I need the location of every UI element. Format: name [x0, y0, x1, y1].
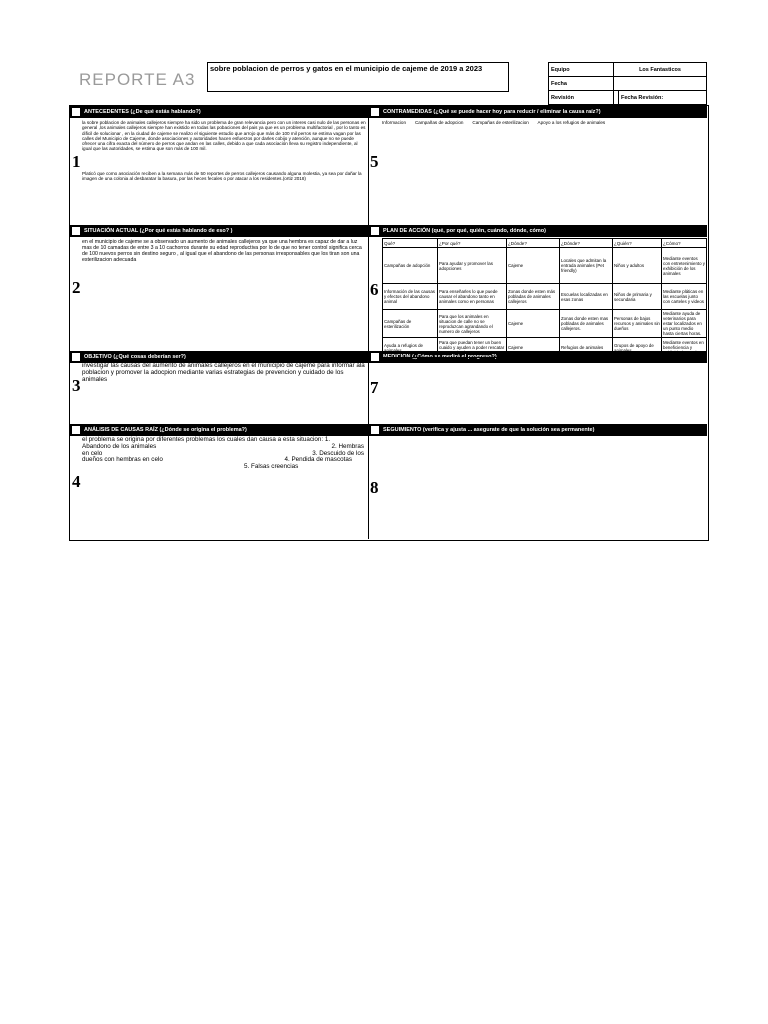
header-situacion-actual: SITUACIÓN ACTUAL (¿Por qué estás hablando de eso? ) — [70, 225, 368, 237]
plan-cell: Locales que admitan la entrada animales (Pet friendly) — [560, 248, 613, 284]
plan-header: ¿Dónde? — [560, 239, 613, 248]
meta-table — [548, 62, 707, 104]
plan-cell: Cajeme — [507, 248, 560, 284]
plan-cell: Ayuda a refugios de animales — [383, 338, 438, 358]
antecedentes-text-2: Platicó que como asociación reciben a la semana más de 50 reportes de perros callejeros causando alguna molestia, ya sea por dañar la imagen de una colonia al desbaratar la basura, por las heces fecales o por atacar a los residentes.(ortiz 2018) — [82, 171, 362, 182]
plan-table — [382, 238, 707, 358]
objetivo-text: investigar las causas del aumento de animales callejeros en el municipio de cajeme para informar ala poblacion y promover la adocpion mediante varias estrategias de prevencion y cuidado de los animales — [82, 362, 365, 383]
contramedida-item: Apoyo a los refugios de animales — [537, 120, 606, 125]
plan-cell: Niños y adultos — [613, 248, 662, 284]
plan-cell: Para que puedan tener un buen cuaido y ayuden a poder rescatar a mas animales — [438, 338, 507, 358]
plan-header: Qué? — [383, 239, 438, 248]
plan-row — [383, 284, 707, 310]
section-number-6: 6 — [370, 280, 379, 299]
plan-header: ¿Quién? — [613, 239, 662, 248]
contramedida-item: Campañas de adopcion — [414, 120, 464, 125]
plan-cell: Campañas de adopción — [383, 248, 438, 284]
plan-cell: Zonas donde esten más pobladas de animales callejeros — [507, 284, 560, 310]
header-medicion: MEDICION (¿Cómo se medirá el progreso?) — [369, 351, 707, 363]
header-antecedentes: ANTECEDENTES (¿De qué estás hablando?) — [70, 106, 368, 118]
analisis-line: 5. Falsas creencias — [244, 463, 299, 471]
section-number-8: 8 — [370, 478, 379, 497]
equipo-label: Equipo — [549, 63, 614, 77]
header-objetivo: OBJETIVO (¿Qué cosas deberían ser?) — [70, 351, 368, 363]
plan-header: ¿Cómo? — [662, 239, 707, 248]
plan-cell: Refugios de animales — [560, 338, 613, 358]
plan-cell: Información de las causas y efectos del abandono animal — [383, 284, 438, 310]
fecha-label: Fecha — [549, 77, 614, 91]
plan-row — [383, 310, 707, 338]
header-analisis: ANÁLISIS DE CAUSAS RAÍZ (¿Dónde se origina el problema?) — [70, 424, 368, 436]
fecha-value — [614, 77, 707, 91]
header-plan-accion: PLAN DE ACCIÓN (qué, por qué, quién, cuándo, dónde, cómo) — [369, 225, 707, 237]
plan-cell: Zonas donde esten mas pobladas de animales callejeros. — [560, 310, 613, 338]
plan-cell: Mediante eventos en beneficiencia y publicidad en redes — [662, 338, 707, 358]
analisis-text — [82, 437, 366, 471]
plan-row — [383, 338, 707, 358]
plan-cell: Mediante eventos con entretenimiento y exhibición de los animales — [662, 248, 707, 284]
contramedidas-list — [382, 120, 702, 125]
analisis-line: en celo 3. Descuido de los — [82, 449, 364, 457]
plan-cell: Mediante pláticas en las escuelas junto con carteles y videos — [662, 284, 707, 310]
equipo-value: Los Fantasticos — [614, 63, 707, 77]
report-title: REPORTE A3 — [79, 70, 196, 89]
plan-cell: Niños de primaria y secundaria — [613, 284, 662, 310]
section-number-2: 2 — [72, 278, 81, 297]
plan-cell: Mediante ayuda de veterinarios para estar localizados en un punto medio hasta ciertas horas. — [662, 310, 707, 338]
plan-cell: Para ayudar y promover las adopciones — [438, 248, 507, 284]
plan-header: ¿Por qué? — [438, 239, 507, 248]
section-number-4: 4 — [72, 472, 81, 491]
section-number-5: 5 — [370, 152, 379, 171]
antecedentes-text: la sobre poblacion de animales callejeros siempre ha sido un problema de gran relevancia pero con un interes casi nulo de las personas en general ,los animales callejeros siempre han existido en todas las pobaciones del pais ya que es un problema multifactorial , por lo tanto es dificil de solucionar , en la ciudad de cajeme se realizo el siguiente estudio que arrojo que más de 100 mil perros se estima vagan por las calles del Municipio de Cajeme, donde asociaciones y autoridades hacen esfuerzos por darles cobijo y atención, aunque no se puede ofrecer una cifra exacta del número de perros que andan en las calles, debido a que cada asociación lleva su registro independiente, al igual que las autoridades, se estima que son más de 100 mil. — [82, 120, 366, 152]
plan-cell: Cajeme — [507, 338, 560, 358]
column-divider — [368, 105, 369, 539]
revision-label: Revisión — [549, 91, 614, 105]
plan-cell: Para enseñarles lo que puede causar el abandono tanto en animales como en personas — [438, 284, 507, 310]
plan-cell: Cajeme — [507, 310, 560, 338]
plan-row — [383, 248, 707, 284]
plan-cell: Grupos de apoyo de animales — [613, 338, 662, 358]
section-number-1: 1 — [72, 152, 81, 171]
analisis-line: dueños con hembras en celo 4. Pendida de mascotas — [82, 456, 352, 464]
plan-cell: Campañas de esterilización — [383, 310, 438, 338]
header-seguimiento: SEGUIMIENTO (verifica y ajusta ... asegurate de que la solución sea permanente) — [369, 424, 707, 436]
plan-cell: Escuelas localizadas en esas zonas — [560, 284, 613, 310]
plan-header: ¿Dónde? — [507, 239, 560, 248]
report-subject: sobre poblacion de perros y gatos en el municipio de cajeme de 2019 a 2023 — [210, 64, 483, 73]
plan-cell: Para que los animales en situacion de calle no se reproduzcan agrandando el numero de callejeros — [438, 310, 507, 338]
situacion-actual-text: en el municipio de cajeme se a observado un aumento de animales callejeros ya que una hembra es capaz de dar a luz mas de 10 camadas de entre 3 a 10 cachorros durante su edad reproductiva por lo de que no tener control significa cerca de 100 nuevos perros sin destino seguro , al igual que el abandono de las personas irresponsables que los tiran son una esterilizacion adecuada — [82, 239, 362, 263]
header-contramedidas: CONTRAMEDIDAS (¿Qué se puede hacer hoy para reducir / eliminar la causa raíz?) — [369, 106, 707, 118]
analisis-line: el problema se origina por diferentes problemas los cuales dan causa a esta situacion: 1. — [82, 436, 331, 443]
contramedida-item: Informacion — [382, 120, 407, 125]
section-number-3: 3 — [72, 376, 81, 395]
plan-cell: Personas de bajos recursos y animales sin dueños — [613, 310, 662, 338]
analisis-line: Abandono de los animales 2. Hembras — [82, 442, 364, 450]
section-number-7: 7 — [370, 378, 379, 397]
contramedida-item: Campañas de esterilizacion — [472, 120, 529, 125]
report-subject-box — [207, 62, 509, 92]
fecha-revision-label: Fecha Revisión: — [619, 91, 707, 105]
